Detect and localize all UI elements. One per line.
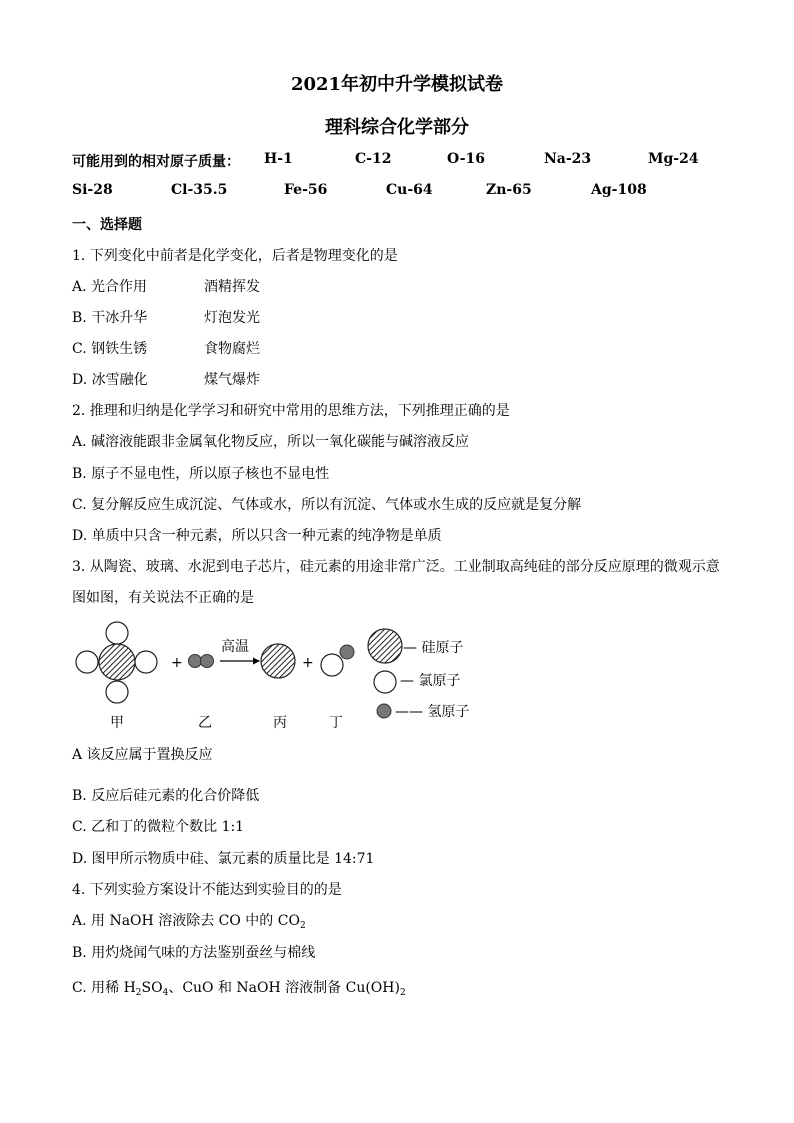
option-text-2: 煤气爆炸 — [204, 372, 260, 388]
chlorine-atom — [106, 681, 128, 703]
option-text: 冰雪融化 — [91, 372, 148, 388]
label-yi: 乙 — [198, 715, 212, 731]
plus-sign: + — [302, 655, 314, 671]
option-text-2: 酒精挥发 — [204, 279, 260, 295]
legend-silicon-icon — [368, 629, 402, 663]
reaction-diagram — [70, 615, 470, 733]
q3-option-c: C. 乙和丁的微粒个数比 1:1 — [72, 819, 245, 835]
option-letter: A. — [72, 279, 87, 295]
chlorine-atom — [106, 622, 128, 644]
legend-hydrogen-icon — [377, 704, 391, 718]
option-text: 光合作用 — [91, 279, 148, 295]
molecule-bing — [261, 644, 295, 678]
q4-option-a-text: A. 用 NaOH 溶液除去 CO 中的 CO — [72, 913, 300, 929]
q4-stem: 4. 下列实验方案设计不能达到实验目的的是 — [72, 882, 342, 898]
mass-si: Si-28 — [72, 182, 113, 198]
q2-option-a: A. 碱溶液能跟非金属氧化物反应，所以一氧化碳能与碱溶液反应 — [72, 434, 470, 450]
mass-o: O-16 — [447, 151, 486, 167]
q4-option-c-text: 、CuO 和 NaOH 溶液制备 Cu(OH) — [168, 980, 400, 996]
legend-chlorine-icon — [374, 671, 396, 693]
exam-title: 2021年初中升学模拟试卷 — [290, 74, 504, 95]
q3-stem-line-2: 图如图，有关说法不正确的是 — [72, 590, 254, 606]
q4-option-c-text: C. 用稀 H — [72, 980, 136, 996]
subscript: 2 — [399, 988, 406, 998]
q4-option-a — [72, 910, 306, 930]
plus-sign: + — [171, 655, 183, 671]
option-text-2: 食物腐烂 — [204, 341, 260, 357]
molecule-jia — [76, 622, 157, 703]
mass-na: Na-23 — [544, 151, 592, 167]
molecule-ding — [321, 645, 354, 676]
q4-option-c — [72, 977, 406, 997]
q2-stem: 2. 推理和归纳是化学学习和研究中常用的思维方法，下列推理正确的是 — [72, 403, 510, 419]
q3-option-a: A 该反应属于置换反应 — [72, 747, 213, 763]
q4-option-c-text: SO — [141, 980, 163, 996]
masses-label: 可能用到的相对原子质量： — [72, 154, 240, 170]
subscript: 4 — [162, 988, 169, 998]
label-jia: 甲 — [110, 715, 124, 731]
q2-option-d: D. 单质中只含一种元素，所以只含一种元素的纯净物是单质 — [72, 528, 442, 544]
option-letter: B. — [72, 310, 87, 326]
legend-hydrogen-label: —— 氢原子 — [395, 704, 470, 720]
mass-cu: Cu-64 — [386, 182, 433, 198]
label-bing: 丙 — [273, 715, 287, 731]
subscript: 2 — [135, 988, 142, 998]
chlorine-atom — [135, 651, 157, 673]
q2-option-c: C. 复分解反应生成沉淀、气体或水，所以有沉淀、气体或水生成的反应就是复分解 — [72, 497, 582, 513]
reaction-condition: 高温 — [221, 639, 249, 655]
q1-stem: 1. 下列变化中前者是化学变化，后者是物理变化的是 — [72, 248, 398, 264]
section-heading: 一、选择题 — [72, 217, 142, 233]
q1-option-a — [72, 276, 260, 296]
mass-zn: Zn-65 — [486, 182, 532, 198]
q2-option-b: B. 原子不显电性，所以原子核也不显电性 — [72, 466, 330, 482]
arrow-head-icon — [253, 658, 260, 665]
label-ding: 丁 — [329, 715, 343, 731]
q3-stem-line-1: 3. 从陶瓷、玻璃、水泥到电子芯片，硅元素的用途非常广泛。工业制取高纯硅的部分反应原理的微观示意 — [72, 559, 720, 575]
legend-chlorine-label: — 氯原子 — [400, 673, 461, 689]
option-letter: C. — [72, 341, 87, 357]
molecule-yi — [189, 655, 214, 668]
mass-cl: Cl-35.5 — [171, 182, 228, 198]
hydrogen-atom — [201, 655, 214, 668]
mass-c: C-12 — [355, 151, 392, 167]
exam-subtitle: 理科综合化学部分 — [325, 117, 469, 138]
option-text: 干冰升华 — [91, 310, 148, 326]
q1-option-c — [72, 338, 260, 358]
chlorine-atom — [76, 651, 98, 673]
q3-option-b: B. 反应后硅元素的化合价降低 — [72, 788, 260, 804]
option-letter: D. — [72, 372, 88, 388]
q1-option-d — [72, 369, 260, 389]
q4-option-b: B. 用灼烧闻气味的方法鉴别蚕丝与棉线 — [72, 945, 316, 961]
hydrogen-atom — [340, 645, 354, 659]
legend-silicon-label: — 硅原子 — [403, 640, 464, 656]
diagram-legend — [368, 629, 469, 720]
option-text: 钢铁生锈 — [91, 341, 148, 357]
chlorine-atom — [321, 654, 343, 676]
mass-fe: Fe-56 — [284, 182, 328, 198]
option-text-2: 灯泡发光 — [204, 310, 260, 326]
q1-option-b — [72, 307, 260, 327]
subscript: 2 — [299, 921, 306, 931]
silicon-atom — [99, 644, 135, 680]
mass-mg: Mg-24 — [648, 151, 699, 167]
q3-option-d: D. 图甲所示物质中硅、氯元素的质量比是 14:71 — [72, 851, 375, 867]
mass-h: H-1 — [264, 151, 293, 167]
mass-ag: Ag-108 — [591, 182, 647, 198]
hydrogen-atom — [189, 655, 202, 668]
